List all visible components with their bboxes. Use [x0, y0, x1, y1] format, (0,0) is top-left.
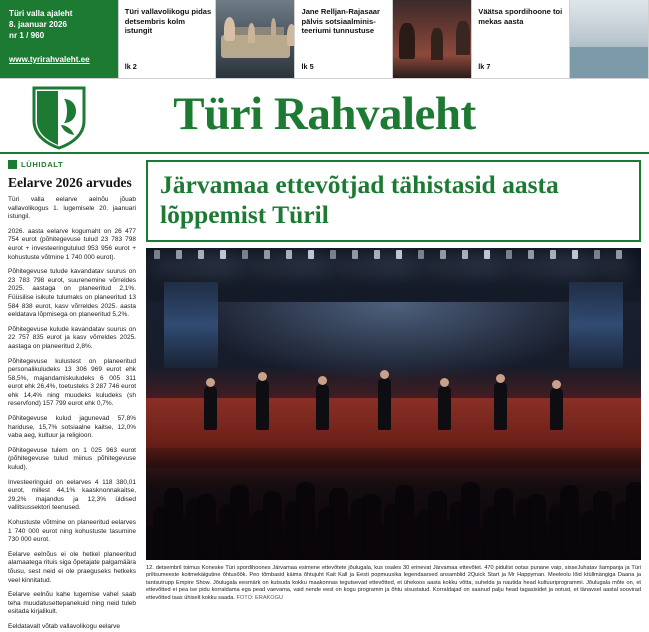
teaser-item-2[interactable]	[294, 0, 392, 78]
paragraph: Põhitegevuse tulude kavandatav suurus on 23 783 798 eurot, suurenemine võrreldes 2025. aastaga on planeeritud 2,1%. Füüsilise isikute tulumaks on planeeritud 13 584 838 eurot, kasv võrreldes 2025. aasta eeldatava lõpmisega on planeeritud 5,2%.	[8, 268, 136, 319]
teaser-item-1[interactable]	[118, 0, 216, 78]
stage-lights	[146, 250, 641, 280]
caption-part-3: Korraldajad on saanud palju head tagasisidet ja ootust, et tänavsel aastal soovirad ettevõtted taas ühiselt kokku saada.	[146, 587, 642, 601]
paragraph: Investeeringuid on eelarves 4 118 380,01 eurot, millest 44,1% kaasknonnakaitse, 29,2% majandus ja 12,3% üldised vallitsussektori teenused.	[8, 478, 136, 512]
issue-date: 8. jaanuar 2026	[9, 20, 68, 29]
caption-part-2: Jõulugala eesmärk on kutsuda kokku maakonnas tegutsevad ettevõtted, et ühekoos aasta kokku võtta, suhelda ja nautida head kultuuriprogrammi. Jõulugala mõte on, et ettevõtted ei pea ise pidu korraldama ega pead vaevama, vaid nende eest on kogu programm ja õhtu sisustatud.	[146, 579, 641, 594]
left-article-heading: Eelarve 2026 arvudes	[8, 175, 132, 190]
hero-photo	[146, 248, 641, 560]
main-headline: Järvamaa ettevõtjad tähistasid aasta lõppemist Türil	[160, 170, 559, 229]
website-link[interactable]: www.tyrirahvaleht.ee	[9, 55, 90, 64]
paragraph: 2026. aasta eelarve kogumaht on 26 477 754 eurot (põhitegevuse tulud 23 783 798 eurot + investeeringutulud 953 956 eurot + kohustuste võtmine 1 740 000 eurot).	[8, 227, 136, 261]
paper-subtitle: Türi valla ajaleht	[9, 9, 73, 18]
paragraph: Eelarve eelnõu kahe lugemise vahel saab teha muudatusettepanekuid ning neid tuleb esitada kirjalikult.	[8, 591, 136, 616]
paragraph: Põhitegevuse kulustest on planeeritud personalikuludeks 13 306 969 eurot ehk 58,5%, majandamiskuludeks 6 005 311 eurot ehk 26,4%, toetusteks 3 287 746 eurot ehk 14,4% ning muudeks kuludeks (sh reservfond) 157 799 eurot ehk 0,7%.	[8, 357, 136, 408]
paragraph: Põhitegevuse kulud jagunevad 57,8% hariduse, 15,7% sotsiaalne kaitse, 12,0% vaba aeg, kultuur ja religioon.	[8, 415, 136, 440]
audience-crowd	[146, 448, 641, 560]
paragraph: Eelarve eelnõus ei ole hetkel planeeritud alamaatega rituis siga õpetajate palgamäära tõusu, sest neid ei ole praeguseks hetkeks veel kinnitatud.	[8, 550, 136, 584]
paragraph: Põhitegevuse tulem on 1 025 963 eurot (põhitegevuse tulud miinus põhitegevuse kulud).	[8, 446, 136, 472]
main-article	[146, 160, 641, 602]
photo-credit: FOTO: ERAKOGU	[236, 594, 284, 601]
sports-hall-photo	[570, 0, 648, 78]
caption-part-1: 12. detsembril toimus Koneske Türi spordihoones Järvamaa esimene ettevõtete jõulugala, kus osales 30 erinevat Järvamaa ettevõtet. 470 pidulist ootas punane vaip, sisseJuhatav šampanja ja Türi priltsumeeste koitmekäigutine õhtusõõk. Peo tõmbasid käima õhtujuht Kait Kall ja Eesti popmuusika legendaarsed ansamblid 2Quick Start ja Mr Happyman. Meeleolu lõid ktüllmängiga Daana ja tantsutrupp Empire Show.	[146, 565, 641, 586]
left-sidebar-article	[8, 160, 136, 630]
teaser-item-3[interactable]	[471, 0, 569, 78]
top-teaser-bar	[0, 0, 649, 78]
page-title: Türi Rahvaleht	[173, 88, 476, 140]
headline-box	[146, 160, 641, 242]
teaser-photo-3	[569, 0, 648, 78]
teaser-title: Jane Relljan-Rajasaar pälvis sotsiaalminis-teeriumi tunnustuse	[301, 7, 380, 36]
teaser-page: lk 2	[124, 62, 137, 71]
paragraph: Türi valla eelarve aelnõu jõuab vallavolikogus 1. lugemisele 20. jaanuari istungil.	[8, 196, 136, 221]
square-bullet-icon	[8, 160, 17, 169]
paragraph: Eeldatavalt võtab vallavolikogu eelarve	[8, 622, 121, 630]
left-article-body	[8, 196, 136, 632]
issue-number: nr 1 / 960	[9, 31, 45, 40]
masthead	[0, 78, 649, 154]
section-kicker	[8, 160, 136, 169]
paragraph: Kohustuste võtmine on planeeritud eelarves 1 740 000 eurot ning kohustuste tasumine 730 000 eurot.	[8, 519, 136, 544]
teaser-title: Türi vallavolikogu pidas detsembris kolm istungit	[124, 7, 212, 36]
left-video-screen	[164, 282, 218, 368]
teaser-page: lk 7	[478, 62, 491, 71]
band-performers	[146, 368, 641, 430]
teaser-photo-2	[392, 0, 471, 78]
award-photo	[393, 0, 471, 78]
teaser-page: lk 5	[301, 62, 314, 71]
masthead-info-block	[0, 0, 118, 78]
right-video-screen	[569, 282, 623, 368]
kicker-label: LÜHIDALT	[21, 160, 64, 169]
paragraph: Põhitegevuse kulude kavandatav suurus on 22 757 835 eurot ja kasv võrreldes 2025. aastaga on planeeritud 2,8%.	[8, 325, 136, 350]
photo-caption	[146, 565, 641, 602]
masthead-divider	[0, 152, 649, 154]
teaser-title: Väätsa spordihoone toi mekas aasta	[478, 7, 563, 26]
teaser-photo-1	[215, 0, 294, 78]
council-meeting-photo	[216, 0, 294, 78]
